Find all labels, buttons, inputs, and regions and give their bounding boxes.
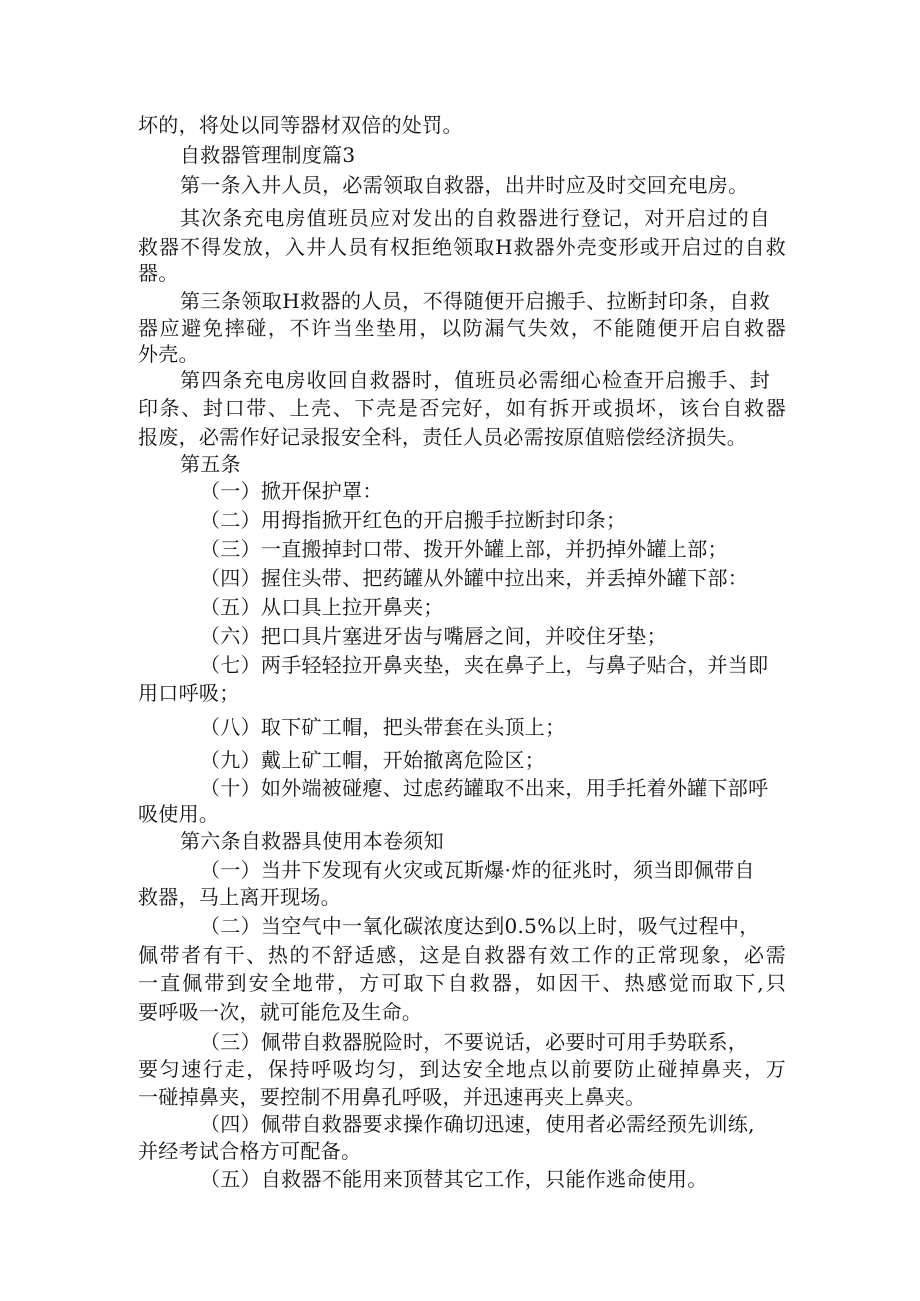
text-line: 器。 [138,261,179,285]
text-line: 其次条充电房值班员应对发出的自救器进行登记，对开启过的自 [180,206,770,230]
text-line: 印条、封口带、上壳、下壳是否完好，如有拆开或损坏，该台自救器 [138,396,786,420]
text-line: 报废，必需作好记录报安全科，责任人员必需按原值赔偿经济损失。 [138,425,747,449]
section-title: 自救器管理制度篇3 [180,143,356,167]
text-line: 佩带者有干、热的不舒适感，这是自救器有效工作的正常现象，必需 [138,943,786,967]
list-item: （三）一直搬掉封口带、拨开外罐上部，并扔掉外罐上部； [200,537,728,561]
text-line: 第一条入井人员，必需领取自救器，出井时应及时交回充电房。 [180,173,749,197]
list-item: （三）佩带自救器脱险时，不要说话，必要时可用手势联系， [200,1030,749,1054]
text-line: 并经考试合格方可配备。 [138,1139,362,1163]
section-title: 第六条自救器具使用本卷须知 [180,829,444,853]
text-line: 一碰掉鼻夹，要控制不用鼻孔呼吸，并迅速再夹上鼻夹。 [138,1085,646,1109]
list-item: （五）从口具上拉开鼻夹； [200,595,444,619]
text-line: 一直佩带到安全地带，方可取下自救器，如因干、热感觉而取下,只 [138,971,786,995]
text-line: 第三条领取H救器的人员，不得随便开启搬手、拉断封印条，自救 [180,289,770,313]
text-line: 用口呼吸； [138,681,240,705]
list-item: （八）取下矿工帽，把头带套在头顶上； [200,715,566,739]
list-item: （四）握住头带、把药罐从外罐中拉出来，并丢掉外罐下部： [200,566,749,590]
list-item: （九）戴上矿工帽，开始撤离危险区； [200,748,546,772]
list-item: （二）当空气中一氧化碳浓度达到0.5%以上时，吸气过程中， [200,914,760,938]
text-line: 吸使用。 [138,802,220,826]
text-line: 救器，马上离开现场。 [138,885,341,909]
list-item: （七）两手轻轻拉开鼻夹垫，夹在鼻子上，与鼻子贴合，并当即 [200,653,769,677]
list-item: （六）把口具片塞进牙齿与嘴唇之间，并咬住牙垫； [200,624,667,648]
list-item: （四）佩带自救器要求操作确切迅速，使用者必需经预先训练, [200,1112,755,1136]
text-line: 外壳。 [138,342,199,366]
text-line: 救器不得发放，入井人员有权拒绝领取H救器外壳变形或开启过的自救 [138,235,786,259]
list-item: （十）如外端被碰瘪、过虑药罐取不出来，用手托着外罐下部呼 [200,776,769,800]
text-line: 第五条 [180,452,241,476]
text-line: 坏的，将处以同等器材双倍的处罚。 [138,113,463,137]
text-line: 要呼吸一次，就可能危及生命。 [138,1000,423,1024]
list-item: （一）掀开保护罩： [200,479,383,503]
text-line: 器应避免摔碰，不许当坐垫用，以防漏气失效，不能随便开启自救器 [138,316,786,340]
text-line: 要匀速行走，保持呼吸均匀，到达安全地点以前要防止碰掉鼻夹，万 [138,1057,786,1081]
list-item: （一）当井下发现有火灾或瓦斯爆·炸的征兆时，须当即佩带自 [200,858,755,882]
list-item: （二）用拇指掀开红色的开启搬手拉断封印条； [200,508,627,532]
list-item: （五）自救器不能用来顶替其它工作，只能作逃命使用。 [200,1167,708,1191]
text-line: 第四条充电房收回自救器时，值班员必需细心检查开启搬手、封 [180,368,770,392]
